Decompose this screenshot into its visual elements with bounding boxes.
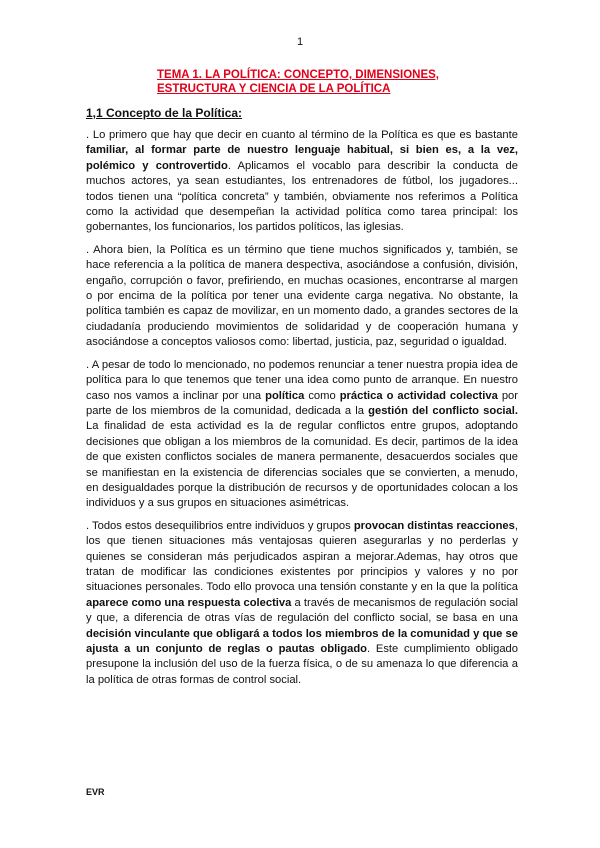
text-run-bold: decisión vinculante que obligará a todos los miembros de la comunidad y que se ajusta a un conjunto de reglas o pautas obligado — [86, 627, 518, 655]
text-run-bold: aparece como una respuesta colectiva — [86, 596, 292, 609]
text-run: a través de mecanismos de regulación social y que, a diferencia de otras vías de regulación del conflicto social, se basa en una — [86, 596, 518, 625]
text-run-bold: política — [265, 389, 305, 402]
text-run: . Este cumplimiento obligado presupone la inclusión del uso de la fuerza física, o de su amenaza lo que diferencia a la política de otras formas de control social. — [86, 643, 518, 686]
page-title: TEMA 1. LA POLÍTICA: CONCEPTO, DIMENSIONES, ESTRUCTURA Y CIENCIA DE LA POLÍTICA — [157, 69, 439, 95]
body-text — [86, 128, 518, 695]
page-number: 1 — [296, 36, 304, 48]
text-run-bold: familiar, al formar parte de nuestro lenguaje habitual, si bien es, a la vez, polémico y controvertido — [86, 144, 518, 172]
footer-initials: EVR — [86, 787, 105, 797]
text-run: . Lo primero que hay que decir en cuanto al término de la Política es que es bastante — [86, 129, 518, 141]
text-run: La finalidad de esta actividad es la de regular conflictos entre grupos, adoptando decisiones que obligan a los miembros de la comunidad. Es decir, partimos de la idea de que existen conflictos sociales de manera permanente, desacuerdos sociales que se manifiestan en la existencia de diferencias sociales que se convierten, a menudo, en desigualdades porque la distribución de recursos y de oportunidades colocan a los individuos y a sus grupos en situaciones asimétricas. — [86, 420, 518, 510]
text-run: . Todos estos desequilibrios entre individuos y grupos — [86, 519, 354, 532]
paragraph — [86, 519, 518, 688]
text-run: . Ahora bien, la Política es un término que tiene muchos significados y, también, se hace referencia a la política de manera despectiva, asociándose a confusión, división, engaño, corrupción o favor, prefiriendo, en muchas ocasiones, encontrarse al margen o por encima de la política por tener una evidente carga negativa. No obstante, la política también es capaz de movilizar, en un momento dado, a grandes sectores de la ciudadanía produciendo movimientos de solidaridad y de cooperación humana y asociándose a conceptos valiosos como: libertad, justicia, paz, seguridad o igualdad. — [86, 243, 518, 349]
text-run: , los que tienen situaciones más ventajosas quieren asegurarlas y no perderlas y quienes se consideran más perjudicados aspiran a mejorar.Ademas, hay otros que tratan de modificar las condiciones existentes por principios y valores y no por situaciones personales. Todo ello provoca una tensión constante y en la que la política — [86, 519, 518, 594]
text-run-bold: provocan distintas reacciones — [353, 519, 515, 532]
text-run: como — [304, 389, 340, 402]
paragraph — [86, 128, 518, 236]
section-heading: 1,1 Concepto de la Política: — [86, 106, 243, 120]
text-run-bold: gestión del conflicto social. — [368, 404, 518, 417]
text-run: . Aplicamos el vocablo para describir la conducta de muchos actores, ya sean estudiantes, los entrenadores de fútbol, los jugadores... todos tienen una “política concreta” y también, obviamente nos referimos a Política como la actividad que desempeñan la actividad política como tarea principal: los gobernantes, los funcionarios, los partidos políticos, las iglesias. — [86, 159, 518, 234]
paragraph — [86, 358, 518, 512]
text-run-bold: práctica o actividad colectiva — [339, 389, 498, 402]
text-run: por parte de los miembros de la comunidad, dedicada a la — [86, 389, 519, 417]
paragraph — [86, 243, 518, 351]
text-run: . A pesar de todo lo mencionado, no podemos renunciar a tener nuestra propia idea de política para lo que tenemos que tener una idea como punto de arranque. En nuestro caso nos vamos a inclinar por una — [86, 358, 518, 402]
